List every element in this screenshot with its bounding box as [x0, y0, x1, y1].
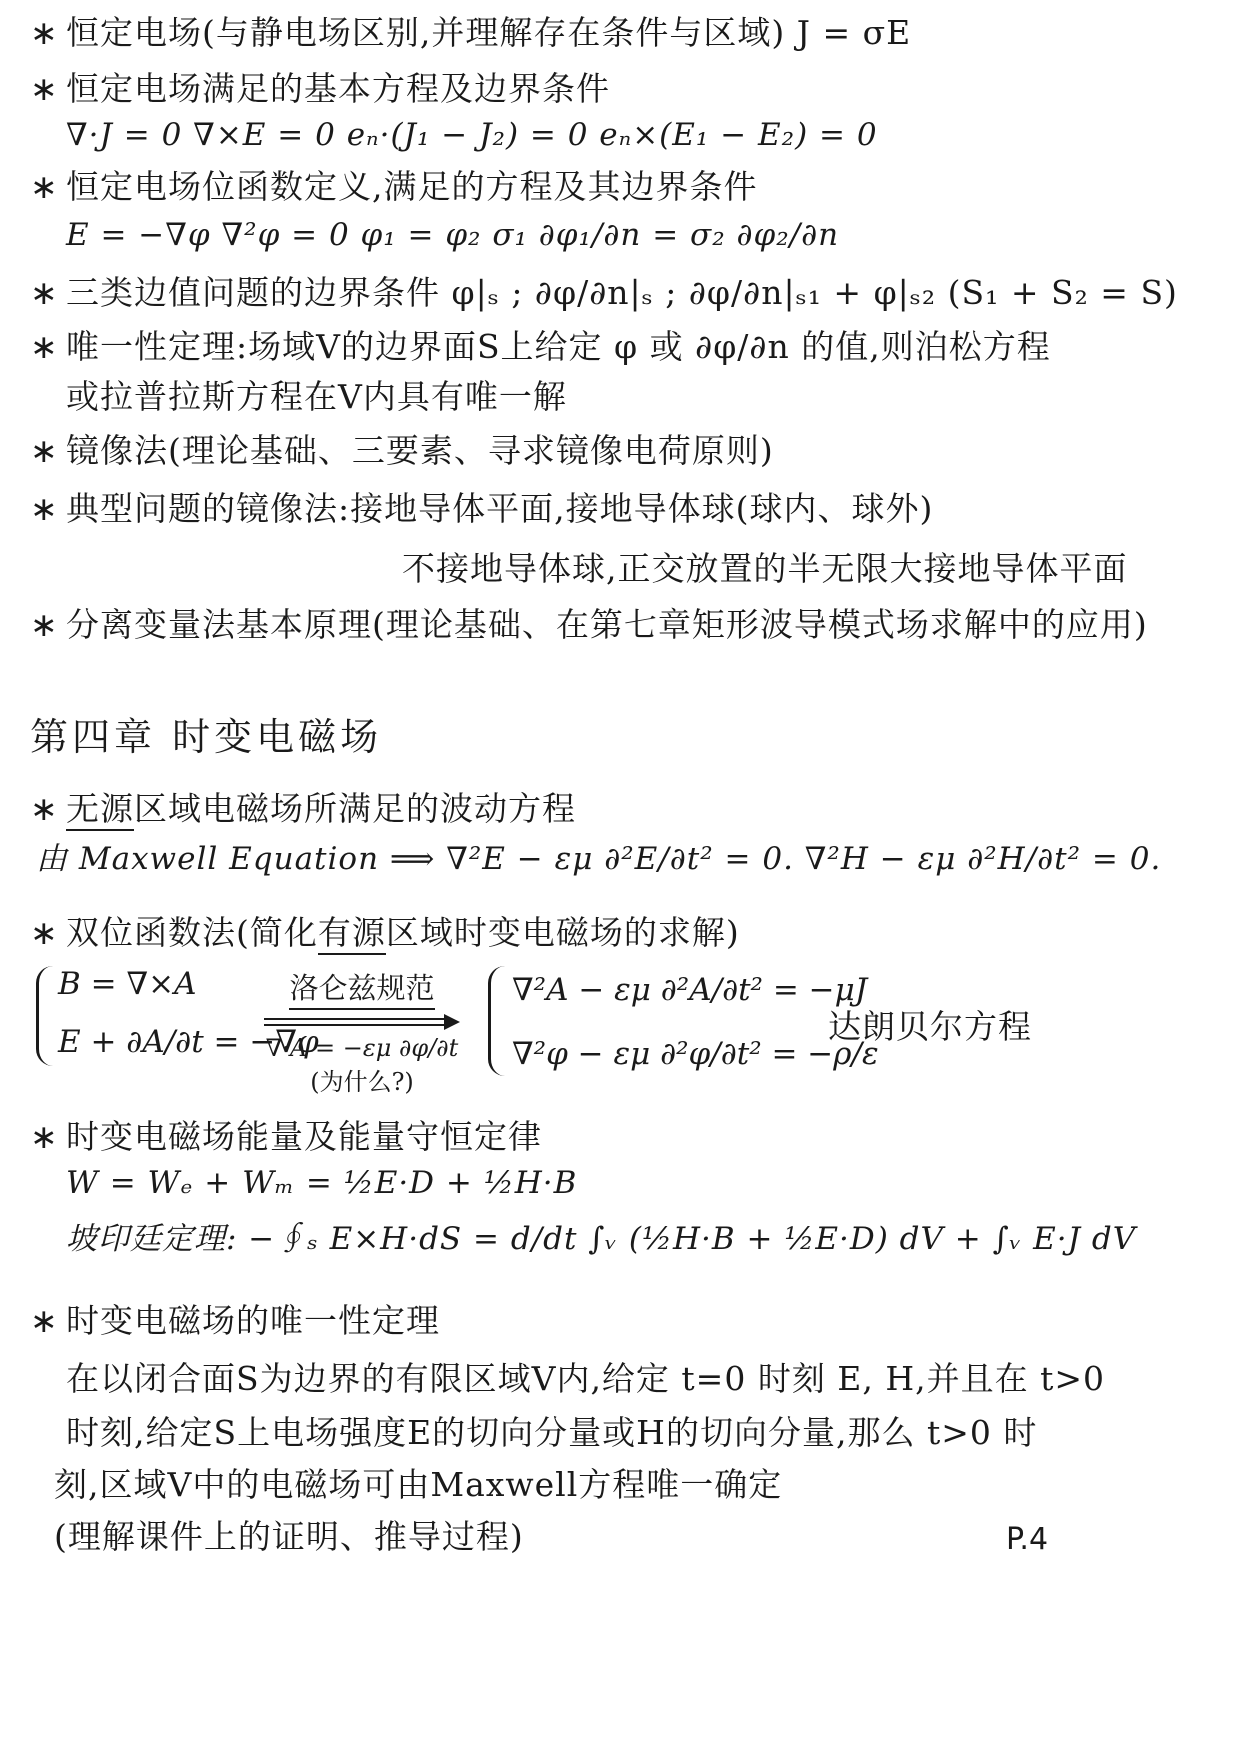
item-potential-function: ∗ 恒定电场位函数定义,满足的方程及其边界条件: [30, 167, 758, 206]
item-wave-equation: ∗ 无源区域电磁场所满足的波动方程: [30, 790, 576, 828]
uniqueness-text-1: 在以闭合面S为边界的有限区域V内,给定 t=0 时刻 E, H,并且在 t>0: [66, 1359, 1106, 1398]
item-boundary-value-problems: ∗ 三类边值问题的边界条件 φ|ₛ ; ∂φ/∂n|ₛ ; ∂φ/∂n|ₛ₁ + φ|ₛ₂ (S₁ + S₂ = S): [30, 273, 1178, 312]
energy-formula: W = Wₑ + Wₘ = ½E·D + ½H·B: [66, 1165, 578, 1201]
item-timevarying-uniqueness: ∗ 时变电磁场的唯一性定理: [30, 1301, 440, 1340]
bullet-icon: ∗: [30, 789, 59, 828]
poynting-theorem: 坡印廷定理: −∮ₛ E×H·dS = d/dt ∫ᵥ (½H·B + ½E·D) dV + ∫ᵥ E·J dV: [66, 1221, 1137, 1257]
uniqueness-text-4: (理解课件上的证明、推导过程): [54, 1517, 524, 1556]
sourced-underlined: 有源: [318, 913, 386, 955]
dalembert-label: 达朗贝尔方程: [828, 1007, 1032, 1046]
bullet-icon: ∗: [30, 489, 59, 528]
item-uniqueness-theorem: ∗ 唯一性定理:场域V的边界面S上给定 φ 或 ∂φ/∂n 的值,则泊松方程: [30, 327, 1051, 366]
bullet-icon: ∗: [30, 167, 59, 206]
left-equation-1: B = ∇×A: [58, 966, 197, 1002]
right-equation-1: ∇²A − εμ ∂²A/∂t² = −μJ: [512, 972, 868, 1008]
bullet-icon: ∗: [30, 327, 59, 366]
right-brace: [488, 966, 505, 1076]
double-arrow-icon: [264, 1014, 460, 1030]
bullet-icon: ∗: [30, 1117, 59, 1156]
bullet-icon: ∗: [30, 605, 59, 644]
item-steady-field: ∗ 恒定电场(与静电场区别,并理解存在条件与区域) J = σE: [30, 13, 912, 52]
wave-equation-formula: 由 Maxwell Equation ⟹ ∇²E − εμ ∂²E/∂t² = 0. ∇²H − εμ ∂²H/∂t² = 0.: [36, 841, 1162, 877]
item-separation-of-variables: ∗ 分离变量法基本原理(理论基础、在第七章矩形波导模式场求解中的应用): [30, 605, 1148, 644]
uniqueness-text-3: 刻,区域V中的电磁场可由Maxwell方程唯一确定: [54, 1465, 783, 1504]
bullet-icon: ∗: [30, 913, 59, 952]
gauge-label: 洛仑兹规范: [289, 966, 434, 1010]
item-energy: ∗ 时变电磁场能量及能量守恒定律: [30, 1117, 542, 1156]
left-equation-2: E + ∂A/∂t = −∇φ: [58, 1024, 319, 1060]
bullet-icon: ∗: [30, 69, 59, 108]
bullet-icon: ∗: [30, 273, 59, 312]
uniqueness-theorem-cont: 或拉普拉斯方程在V内具有唯一解: [66, 377, 567, 416]
uniqueness-text-2: 时刻,给定S上电场强度E的切向分量或H的切向分量,那么 t>0 时: [66, 1413, 1038, 1452]
item-typical-image-problems: ∗ 典型问题的镜像法:接地导体平面,接地导体球(球内、球外): [30, 489, 934, 528]
basic-equations-formula: ∇·J = 0 ∇×E = 0 eₙ·(J₁ − J₂) = 0 eₙ×(E₁ − E₂) = 0: [66, 117, 878, 153]
left-brace: [36, 966, 53, 1066]
right-equation-2: ∇²φ − εμ ∂²φ/∂t² = −ρ/ε: [512, 1036, 879, 1072]
item-basic-equations: ∗ 恒定电场满足的基本方程及边界条件: [30, 69, 610, 108]
potential-function-formula: E = −∇φ ∇²φ = 0 φ₁ = φ₂ σ₁ ∂φ₁/∂n = σ₂ ∂φ₂/∂n: [66, 217, 840, 253]
lorenz-gauge-arrow: [264, 966, 460, 1097]
item-image-method: ∗ 镜像法(理论基础、三要素、寻求镜像电荷原则): [30, 431, 774, 470]
page-number: P.4: [1006, 1522, 1049, 1557]
item-dual-potential: ∗ 双位函数法(简化有源区域时变电磁场的求解): [30, 914, 740, 952]
bullet-icon: ∗: [30, 13, 59, 52]
gauge-question: (为什么?): [310, 1068, 414, 1096]
sourceless-underlined: 无源: [66, 789, 134, 831]
typical-image-problems-cont: 不接地导体球,正交放置的半无限大接地导体平面: [402, 549, 1128, 588]
bullet-icon: ∗: [30, 431, 59, 470]
bullet-icon: ∗: [30, 1301, 59, 1340]
chapter-title: 第四章 时变电磁场: [30, 715, 383, 759]
gauge-condition: ∇·A = −εμ ∂φ/∂t: [265, 1034, 459, 1062]
